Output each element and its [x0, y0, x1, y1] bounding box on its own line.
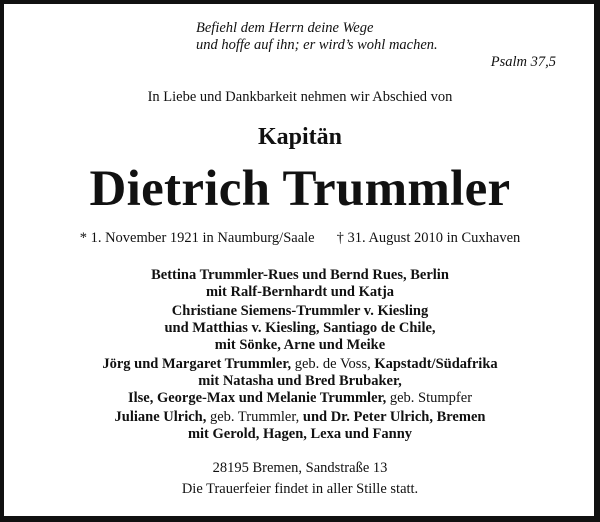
address: 28195 Bremen, Sandstraße 13 [212, 460, 388, 476]
mourner-names: Juliane Ulrich, [114, 409, 207, 425]
mourner-names: und Dr. Peter Ulrich, Bremen [302, 409, 486, 425]
mourner-line: Christiane Siemens-Trummler v. Kiesling [171, 303, 429, 319]
mourner-group [0, 267, 600, 301]
birth-date: * 1. November 1921 in Naumburg/Saale [79, 230, 315, 246]
bible-verse [196, 20, 556, 71]
deceased-name: Dietrich Trummler [89, 161, 511, 217]
mourner-names: Ilse, George-Max und Melanie Trummler, [127, 390, 387, 406]
deceased-rank: Kapitän [257, 124, 343, 150]
mourners-list [0, 267, 600, 445]
maiden-name: geb. Trummler, [206, 409, 303, 425]
mourner-location: Kapstadt/Südafrika [374, 356, 498, 372]
mourner-line [0, 356, 600, 373]
maiden-name: geb. Stumpfer [386, 390, 473, 406]
mourner-line: mit Natasha und Bred Brubaker, [198, 373, 402, 389]
maiden-name: geb. de Voss, [291, 356, 375, 372]
mourner-line: mit Ralf-Bernhardt und Katja [205, 284, 395, 300]
mourner-group [0, 356, 600, 407]
verse-line-2: und hoffe auf ihn; er wird’s wohl machen. [196, 37, 438, 53]
mourner-line: Bettina Trummler-Rues und Bernd Rues, Berlin [151, 267, 449, 283]
mourner-group [0, 409, 600, 443]
mourner-group [0, 303, 600, 354]
mourner-line [0, 390, 600, 407]
intro-text: In Liebe und Dankbarkeit nehmen wir Abschied von [147, 89, 453, 105]
death-date: † 31. August 2010 in Cuxhaven [336, 230, 521, 246]
verse-reference: Psalm 37,5 [490, 54, 556, 70]
mourner-line [0, 409, 600, 426]
notice-footer [0, 458, 600, 500]
life-dates [0, 230, 600, 247]
funeral-note: Die Trauerfeier findet in aller Stille statt. [181, 481, 419, 497]
verse-line-1: Befiehl dem Herrn deine Wege [196, 20, 374, 36]
mourner-names: Jörg und Margaret Trummler, [102, 356, 292, 372]
mourner-line: mit Gerold, Hagen, Lexa und Fanny [187, 426, 413, 442]
mourner-line: mit Sönke, Arne und Meike [214, 337, 386, 353]
mourner-line: und Matthias v. Kiesling, Santiago de Chile, [164, 320, 436, 336]
